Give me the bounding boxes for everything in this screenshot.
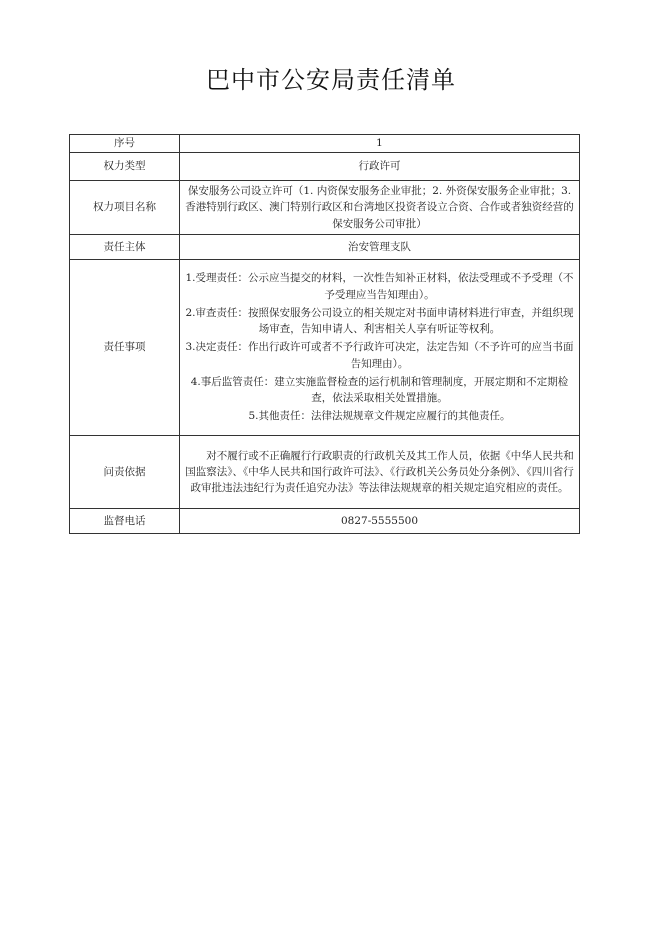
table-row-accountability: [70, 436, 580, 509]
hotline-value: 0827-5555500: [180, 509, 580, 534]
item-line-decision: 3.决定责任：作出行政许可或者不予行政许可决定，法定告知（不予许可的应当书面告知理由）。: [185, 341, 574, 370]
accountability-cell: [180, 436, 580, 509]
table-row-subject: [70, 235, 580, 260]
table-row-seq: [70, 135, 580, 153]
subject-value: 治安管理支队: [180, 235, 580, 260]
seq-value: 1: [180, 135, 580, 153]
table-row-item-name: [70, 181, 580, 235]
page-title: 巴中市公安局责任清单: [206, 66, 456, 94]
table-row-hotline: [70, 509, 580, 534]
hotline-label: 监督电话: [70, 509, 180, 534]
item-line-other: 5.其他责任：法律法规规章文件规定应履行的其他责任。: [248, 410, 511, 423]
table-row-items: [70, 260, 580, 436]
power-type-label: 权力类型: [70, 153, 180, 181]
accountability-label: 问责依据: [70, 436, 180, 509]
item-line-review: 2.审查责任：按照保安服务公司设立的相关规定对书面申请材料进行审查，并组织现场审查，告知申请人、利害相关人享有听证等权利。: [185, 306, 574, 336]
item-name-label: 权力项目名称: [70, 181, 180, 235]
power-type-value: 行政许可: [180, 153, 580, 181]
items-cell: [180, 260, 580, 436]
item-line-supervision: 4.事后监管责任：建立实施监督检查的运行机制和管理制度，开展定期和不定期检查，依法采取相关处置措施。: [190, 375, 569, 405]
seq-label: 序号: [70, 135, 180, 153]
item-name-value: 保安服务公司设立许可（1. 内资保安服务企业审批；2. 外资保安服务企业审批；3. 香港特别行政区、澳门特别行政区和台湾地区投资者设立合资、合作或者独资经营的保安服务公司审批）: [180, 181, 580, 235]
table-row-power-type: [70, 153, 580, 181]
subject-label: 责任主体: [70, 235, 180, 260]
accountability-value: 对不履行或不正确履行行政职责的行政机关及其工作人员，依据《中华人民共和国监察法》、《中华人民共和国行政许可法》、《行政机关公务员处分条例》、《四川省行政审批违法违纪行为责任追究办法》等法律法规规章的相关规定追究相应的责任。: [185, 449, 574, 495]
items-label: 责任事项: [70, 260, 180, 436]
responsibility-table: [69, 134, 580, 534]
item-line-acceptance: 1.受理责任：公示应当提交的材料，一次性告知补正材料，依法受理或不予受理（不予受理应当告知理由）。: [185, 272, 574, 301]
